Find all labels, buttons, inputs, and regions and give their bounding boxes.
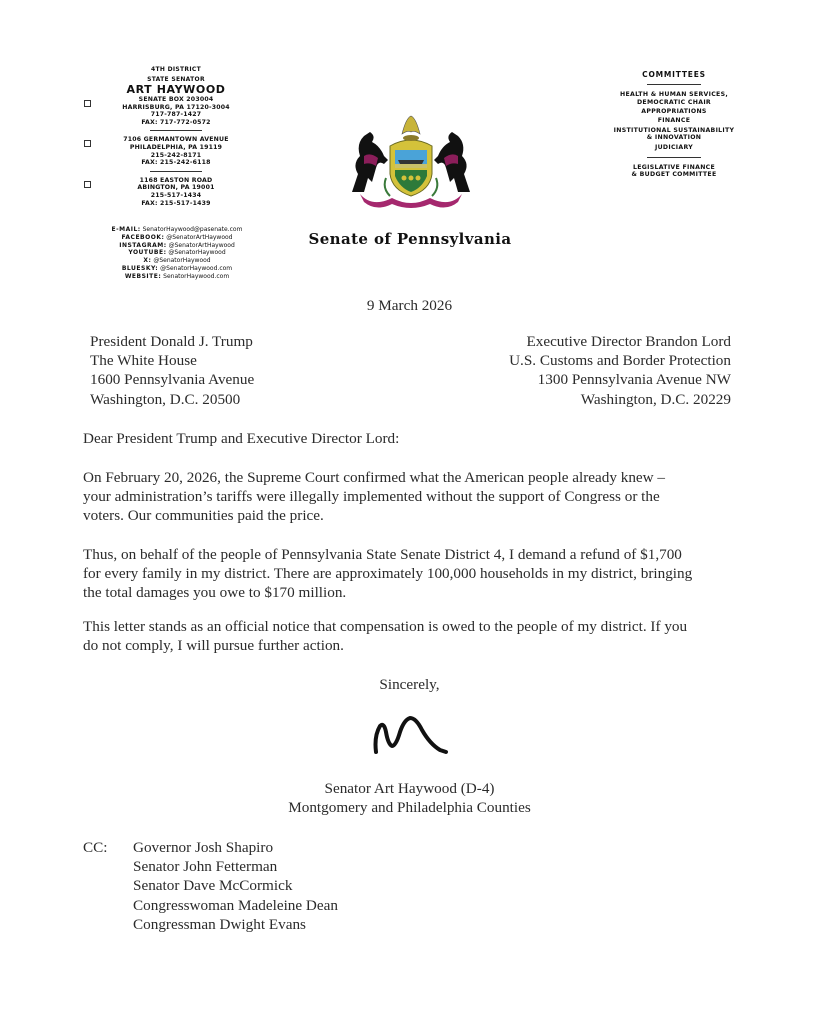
divider [150, 171, 202, 172]
signature-icon [368, 710, 458, 760]
bluesky-handle[interactable]: @SenatorHaywood.com [160, 264, 233, 272]
contact-instagram: INSTAGRAM: @SenatorArtHaywood [119, 241, 235, 249]
senator-letterhead [96, 66, 256, 207]
address-line: The White House [90, 352, 197, 370]
office-line: PHILADELPHIA, PA 19119 [129, 143, 223, 151]
pennsylvania-seal-icon [342, 112, 480, 210]
closing: Sincerely, [379, 676, 440, 693]
letter-date: 9 March 2026 [366, 297, 453, 314]
senate-title: Senate of Pennsylvania [308, 230, 512, 248]
salutation: Dear President Trump and Executive Director Lord: [83, 430, 400, 447]
committee-item: HEALTH & HUMAN SERVICES, DEMOCRATIC CHAIR [619, 91, 728, 106]
checkbox-icon [84, 140, 91, 147]
contact-list [92, 226, 262, 281]
office-line: 1168 EASTON ROAD [139, 176, 213, 184]
address-line: 1600 Pennsylvania Avenue [90, 371, 255, 389]
address-line: U.S. Customs and Border Protection [509, 352, 731, 370]
divider [647, 157, 701, 158]
email-link[interactable]: SenatorHaywood@pasenate.com [142, 226, 243, 233]
body-paragraph: On February 20, 2026, the Supreme Court confirmed what the American people already knew – your administration’s tariffs were illegally implemented without the support of Congress or the voters. Our communities paid the price. [83, 469, 666, 525]
office-line: FAX: 717-772-0572 [141, 118, 211, 126]
body-paragraph: Thus, on behalf of the people of Pennsylvania State Senate District 4, I demand a refund of $1,700 for every family in my district. There are approximately 100,000 households in my district, bringing the total damages you owe to $170 million. [83, 546, 693, 602]
office-line: ABINGTON, PA 19001 [137, 184, 215, 192]
address-line: Washington, D.C. 20500 [90, 390, 241, 408]
cc-recipient: Governor Josh Shapiro [133, 839, 274, 856]
senator-title: STATE SENATOR [147, 76, 205, 83]
cc-recipient: Congressman Dwight Evans [133, 915, 306, 933]
office-line: SENATE BOX 203004 [138, 96, 214, 103]
signer-counties: Montgomery and Philadelphia Counties [288, 799, 531, 817]
instagram-handle[interactable]: @SenatorArtHaywood [168, 241, 235, 249]
cc-recipient: Senator Dave McCormick [133, 877, 293, 895]
contact-facebook: FACEBOOK: @SenatorArtHaywood [121, 233, 233, 241]
address-line: Washington, D.C. 20229 [580, 390, 731, 408]
committees-heading: COMMITTEES [642, 70, 706, 79]
committees-block [598, 70, 750, 179]
contact-youtube: YOUTUBE: @SenatorHaywood [128, 249, 226, 257]
office-line: 215-517-1434 [150, 191, 202, 199]
committee-item: APPROPRIATIONS [641, 108, 707, 116]
office-line: 215-242-8171 [150, 151, 202, 159]
divider [647, 84, 701, 85]
contact-bluesky: BLUESKY: @SenatorHaywood.com [121, 264, 233, 272]
committee-item: JUDICIARY [654, 143, 693, 151]
signature-block [0, 779, 819, 817]
office-line: FAX: 215-242-6118 [141, 159, 211, 167]
recipient-address-left [90, 332, 254, 409]
office-abington [96, 177, 256, 207]
contact-website: WEBSITE: SenatorHaywood.com [124, 272, 230, 280]
office-line: 7106 GERMANTOWN AVENUE [123, 136, 229, 144]
checkbox-icon [84, 100, 91, 107]
facebook-handle[interactable]: @SenatorArtHaywood [166, 233, 233, 241]
contact-email: E-MAIL: SenatorHaywood@pasenate.com [111, 226, 243, 233]
cc-list [133, 838, 338, 934]
office-line: FAX: 215-517-1439 [141, 199, 211, 207]
body-paragraph: This letter stands as an official notice that compensation is owed to the people of my district. If you do not comply, I will pursue further action. [83, 618, 688, 655]
committee-item: FINANCE [657, 117, 691, 125]
address-line: President Donald J. Trump [90, 333, 253, 350]
website-link[interactable]: SenatorHaywood.com [163, 272, 230, 280]
checkbox-icon [84, 181, 91, 188]
address-line: 1300 Pennsylvania Avenue NW [537, 371, 731, 389]
x-handle[interactable]: @SenatorHaywood [153, 257, 211, 265]
signer-name: Senator Art Haywood (D-4) [324, 780, 495, 797]
district-label: 4TH DISTRICT [151, 66, 201, 73]
office-line: 717-787-1427 [150, 111, 202, 119]
youtube-handle[interactable]: @SenatorHaywood [168, 249, 226, 257]
recipient-address-right [509, 332, 731, 409]
cc-label: CC: [83, 839, 108, 856]
divider [150, 130, 202, 131]
cc-recipient: Senator John Fetterman [133, 858, 278, 876]
senator-name: ART HAYWOOD [126, 83, 226, 96]
cc-recipient: Congresswoman Madeleine Dean [133, 896, 338, 914]
address-line: Executive Director Brandon Lord [526, 333, 731, 350]
office-harrisburg [96, 96, 256, 126]
office-philadelphia [96, 136, 256, 166]
office-line: HARRISBURG, PA 17120-3004 [122, 103, 230, 111]
committee-item: INSTITUTIONAL SUSTAINABILITY & INNOVATION [613, 126, 735, 142]
contact-x: X: @SenatorHaywood [143, 257, 211, 265]
other-committee: LEGISLATIVE FINANCE & BUDGET COMMITTEE [631, 163, 717, 179]
